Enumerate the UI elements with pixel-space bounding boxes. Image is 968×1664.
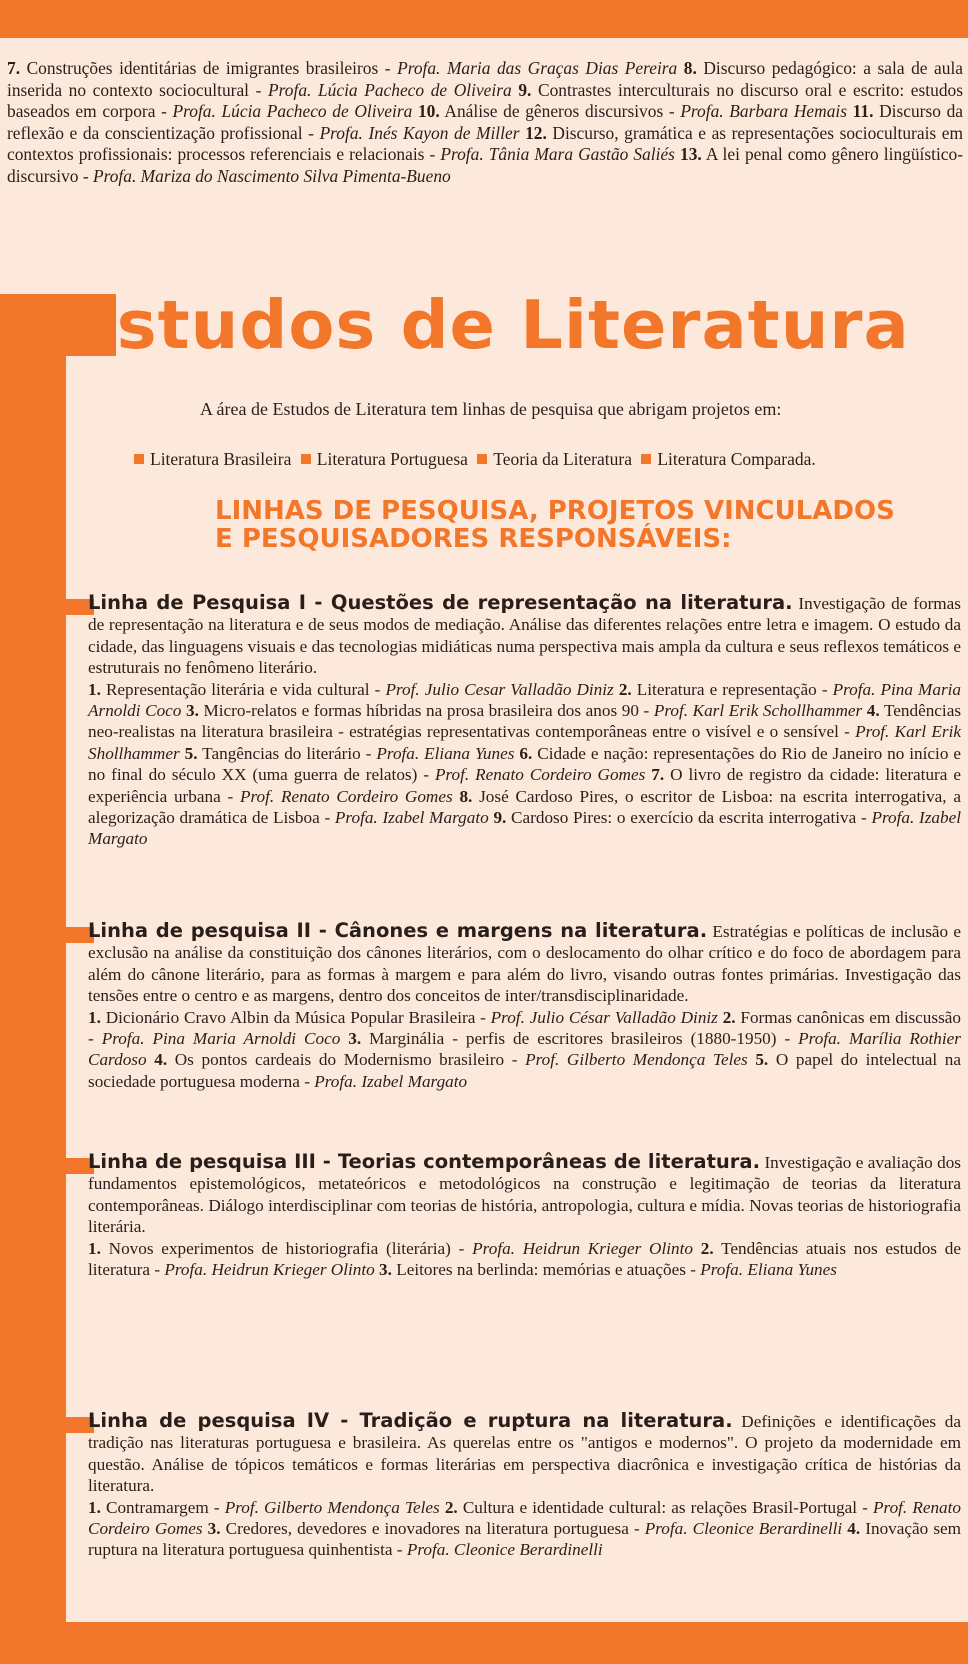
project-item [185, 744, 515, 763]
project-title: Tendências neo-realistas na literatura brasileira - estratégias representativas contemporâneas entre o visível e o sensível - [88, 701, 962, 742]
line-project-list [88, 1007, 961, 1093]
project-number: 7. [651, 765, 665, 785]
research-lines-heading: LINHAS DE PESQUISA, PROJETOS VINCULADOS E PESQUISADORES RESPONSÁVEIS: [215, 496, 895, 554]
project-title: Análise de gêneros discursivos - [439, 101, 681, 122]
project-researcher: Profa. Eliana Yunes [700, 1260, 837, 1280]
project-number: 2. [722, 1007, 736, 1027]
project-number: 4. [154, 1050, 168, 1070]
project-researcher: Prof. Renato Cordeiro Gomes [88, 1497, 962, 1539]
top-project-list [7, 58, 963, 188]
project-researcher: Profa. Pina Maria Arnoldi Coco [88, 679, 962, 721]
project-title: Discurso da reflexão e da conscientização profissional - [7, 101, 963, 143]
project-title: Formas canônicas em discussão - [88, 1007, 961, 1049]
project-researcher: Profa. Izabel Margato [88, 808, 961, 849]
project-number: 12. [525, 122, 547, 143]
line-description: Investigação e avaliação dos fundamentos epistemológicos, metateóricos e metodológicos na construção e legitimação de teorias da literatura contemporâneas. Diálogo interdisciplinar com teorias de história, antropologia, cultura e mídia. Novas teorias de historiografia literária. [88, 1153, 961, 1237]
section-intro: A área de Estudos de Literatura tem linhas de pesquisa que abrigam projetos em: [200, 399, 782, 419]
area-item: Literatura Portuguesa [301, 448, 468, 470]
project-number: 8. [683, 58, 697, 78]
project-title: Tangências do literário - [197, 743, 377, 763]
research-line-1 [88, 592, 961, 850]
project-number: 9. [518, 79, 532, 100]
line-description: Definições e identificações da tradição nas literaturas portuguesa e brasileira. As querelas entre os "antigos e modernos". O projeto da modernidade em questão. Análise de tópicos temáticos e formas literárias em perspectiva diacrônica e investigação crítica de histórias da literatura. [88, 1412, 962, 1496]
line-project-list [88, 1238, 961, 1281]
project-number: 13. [680, 144, 702, 165]
project-title: Credores, devedores e inovadores na literatura portuguesa - [220, 1519, 645, 1539]
project-researcher: Profa. Inés Kayon de Miller [319, 122, 520, 143]
project-number: 7. [7, 58, 21, 78]
project-number: 2. [444, 1497, 458, 1517]
line-project-list [88, 1497, 961, 1561]
project-title: Novos experimentos de historiografia (literária) - [100, 1238, 473, 1258]
area-item: Literatura Brasileira [134, 448, 291, 470]
project-item [88, 1498, 440, 1517]
project-title: Discurso, gramática e as representações socioculturais em contextos profissionais: processos referenciais e relacionais - [7, 122, 963, 165]
project-item [88, 1008, 718, 1027]
project-item [88, 1239, 693, 1258]
project-researcher: Profa. Mariza do Nascimento Silva Pimenta-Bueno [92, 165, 451, 186]
line-title: Linha de pesquisa III - Teorias contemporâneas de literatura. [88, 1150, 760, 1173]
project-item [379, 1260, 837, 1279]
project-number: 5. [184, 743, 198, 763]
area-list [134, 448, 821, 470]
project-researcher: Profa. Maria das Graças Dias Pereira [397, 58, 678, 78]
project-number: 4. [866, 701, 880, 721]
project-title: Contramargem - [100, 1497, 225, 1517]
project-researcher: Profa. Izabel Margato [314, 1071, 468, 1091]
section-title: Estudos de Literatura [70, 286, 910, 364]
project-item [208, 1519, 843, 1538]
project-title: Leitores na berlinda: memórias e atuações - [391, 1260, 701, 1280]
bottom-accent-band [0, 1622, 968, 1664]
line-description: Investigação de formas de representação na literatura e de seus modos de mediação. Análise das diferentes relações entre letra e imagem. O estudo da cidade, das linguagens visuais e das tecnologias midiáticas numa perspectiva mais ampla da cultura e seus reflexos temáticos e estruturais no fenômeno literário. [88, 594, 961, 678]
project-title: Cultura e identidade cultural: as relações Brasil-Portugal - [457, 1497, 874, 1517]
project-number: 1. [88, 1497, 101, 1517]
project-researcher: Profa. Heidrun Krieger Olinto [164, 1260, 375, 1280]
project-researcher: Profa. Heidrun Krieger Olinto [472, 1238, 693, 1258]
project-researcher: Profa. Lúcia Pacheco de Oliveira [268, 79, 512, 100]
project-researcher: Prof. Gilberto Mendonça Teles [525, 1050, 748, 1070]
project-researcher: Profa. Pina Maria Arnoldi Coco [101, 1029, 341, 1049]
project-title: O papel do intelectual na sociedade portuguesa moderna - [88, 1050, 962, 1091]
research-line-4 [88, 1410, 961, 1561]
bullet-square-icon [477, 454, 487, 464]
project-researcher: Profa. Tânia Mara Gastão Saliés [440, 144, 675, 165]
project-item [7, 58, 677, 78]
project-title: O livro de registro da cidade: literatura e experiência urbana - [88, 765, 961, 806]
project-title: Representação literária e vida cultural - [100, 679, 386, 699]
project-title: Inovação sem ruptura na literatura portuguesa quinhentista - [88, 1519, 962, 1560]
top-accent-band [0, 0, 968, 38]
project-title: Contrastes interculturais no discurso oral e escrito: estudos baseados em corpora - [7, 79, 963, 122]
project-researcher: Prof. Renato Cordeiro Gomes [434, 765, 646, 785]
project-number: 6. [519, 743, 533, 763]
research-line-2 [88, 920, 961, 1092]
project-title: Micro-relatos e formas híbridas na prosa brasileira dos anos 90 - [198, 701, 654, 721]
project-title: José Cardoso Pires, o escritor de Lisboa: na escrita interrogativa, a alegorização dramática de Lisboa - [88, 786, 962, 828]
project-researcher: Prof. Karl Erik Shollhammer [88, 722, 962, 763]
project-number: 3. [207, 1519, 221, 1539]
section-bracket-vertical [0, 294, 66, 1622]
project-number: 2. [618, 679, 632, 699]
project-title: Literatura e representação - [631, 679, 833, 699]
project-number: 1. [88, 1007, 101, 1027]
project-researcher: Prof. Julio César Valladão Diniz [490, 1007, 718, 1027]
project-number: 3. [348, 1029, 362, 1049]
project-item [418, 101, 847, 121]
area-item: Literatura Comparada. [641, 448, 815, 470]
project-researcher: Profa. Izabel Margato [334, 808, 489, 828]
project-title: Discurso pedagógico: a sala de aula inserida no contexto sociocultural - [7, 58, 963, 100]
bullet-square-icon [301, 454, 311, 464]
project-title: Construções identitárias de imigrantes brasileiros - [20, 58, 398, 78]
project-researcher: Prof. Julio Cesar Valladão Diniz [385, 679, 614, 699]
project-item [186, 701, 862, 720]
project-title: Tendências atuais nos estudos de literatura - [88, 1238, 961, 1280]
project-researcher: Profa. Marília Rothier Cardoso [88, 1029, 961, 1070]
project-item [88, 680, 614, 699]
project-number: 11. [852, 101, 874, 122]
line-description: Estratégias e políticas de inclusão e exclusão na análise da constituição dos cânones literários, com o deslocamento do olhar crítico e do foco de abordagem para além do cânone literário, para as formas à margem e para além do livro, visando outras fontes primárias. Investigação das tensões entre o centro e as margens, dentro dos conceitos de inter/transdisciplinaridade. [88, 922, 962, 1006]
project-number: 5. [755, 1050, 769, 1070]
project-researcher: Profa. Cleonice Berardinelli [644, 1519, 843, 1539]
project-researcher: Prof. Karl Erik Schollhammer [653, 701, 863, 721]
area-item: Teoria da Literatura [477, 448, 632, 470]
project-number: 8. [459, 786, 473, 806]
project-researcher: Profa. Lúcia Pacheco de Oliveira [172, 101, 413, 122]
project-researcher: Prof. Gilberto Mendonça Teles [224, 1497, 440, 1517]
project-title: Cidade e nação: representações do Rio de Janeiro no início e no final do século XX (uma guerra de relatos) - [88, 743, 962, 785]
bullet-square-icon [134, 454, 144, 464]
line-project-list [88, 679, 961, 850]
line-title: Linha de pesquisa II - Cânones e margens na literatura. [88, 919, 708, 942]
bullet-square-icon [641, 454, 651, 464]
project-researcher: Prof. Renato Cordeiro Gomes [239, 786, 453, 806]
project-number: 3. [185, 701, 199, 721]
project-title: Marginália - perfis de escritores brasileiros (1880-1950) - [361, 1029, 799, 1049]
research-line-3 [88, 1151, 961, 1280]
project-title: Os pontos cardeais do Modernismo brasileiro - [167, 1050, 526, 1070]
project-number: 1. [88, 679, 101, 699]
project-number: 9. [493, 808, 507, 828]
project-title: A lei penal como gênero lingüístico-discursivo - [7, 144, 964, 186]
continued-projects [7, 58, 963, 188]
project-number: 2. [700, 1238, 714, 1258]
project-title: Dicionário Cravo Albin da Música Popular Brasileira - [100, 1007, 491, 1027]
line-title: Linha de pesquisa IV - Tradição e ruptura na literatura. [88, 1409, 733, 1432]
project-number: 10. [417, 101, 440, 122]
project-number: 3. [379, 1260, 392, 1280]
project-researcher: Profa. Barbara Hemais [680, 101, 847, 122]
project-number: 1. [88, 1238, 101, 1258]
project-number: 4. [847, 1519, 861, 1539]
project-item [154, 1050, 747, 1069]
project-researcher: Profa. Cleonice Berardinelli [406, 1540, 603, 1560]
project-researcher: Profa. Eliana Yunes [376, 743, 515, 763]
project-title: Cardoso Pires: o exercício da escrita interrogativa - [506, 808, 872, 828]
line-title: Linha de Pesquisa I - Questões de representação na literatura. [88, 591, 793, 614]
